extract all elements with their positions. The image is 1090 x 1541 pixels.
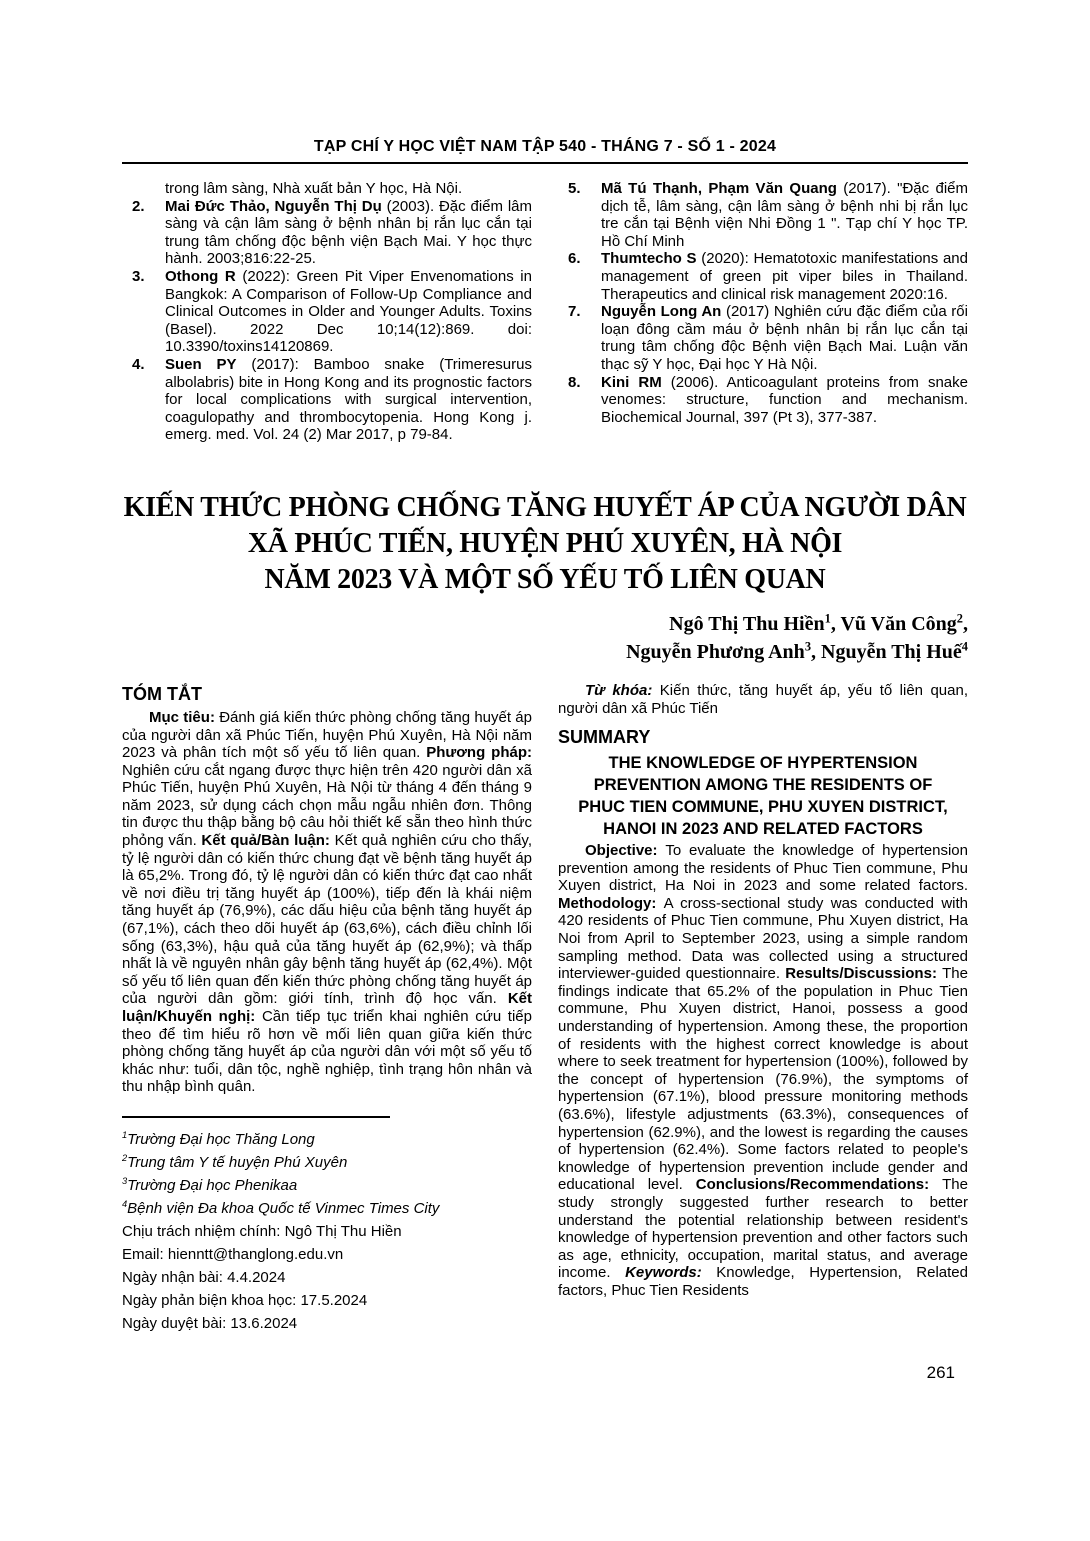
reference-text: Mã Tú Thạnh, Phạm Văn Quang (2017). "Đặc điểm dịch tễ, lâm sàng, cận lâm sàng ở bệnh nhi bị rắn lục tre cắn tại Bệnh viện Nhi Đồng 1 ". Tạp chí Y học TP. Hồ Chí Minh — [601, 180, 969, 250]
page-number: 261 — [926, 1363, 955, 1382]
abstract-section — [122, 682, 968, 1335]
reference-section — [122, 180, 968, 444]
abstract-column-en — [558, 682, 968, 1335]
footnote-line: Ngày phản biện khoa học: 17.5.2024 — [122, 1291, 368, 1309]
author-line: Ngô Thị Thu Hiền$^1$, Vũ Văn Công$^2$, — [669, 611, 968, 635]
reference-number: 4. — [132, 355, 145, 373]
article-title-en — [560, 752, 966, 840]
reference-text: Kini RM (2006). Anticoagulant proteins from snake venomes: structure, function and mechanism. Biochemical Journal, 397 (Pt 3), 377-387. — [601, 373, 968, 426]
reference-text: Suen PY (2017): Bamboo snake (Trimeresurus albolabris) bite in Hong Kong and its prognostic factors for local complications with surgical intervention, coagulopathy and thrombocytopenia. Hong Kong j. emerg. med. Vol. 24 (2) Mar 2017, p 79-84. — [165, 355, 532, 444]
reference-number: 3. — [132, 267, 145, 285]
reference-text: Mai Đức Thảo, Nguyễn Thị Dụ (2003). Đặc điểm lâm sàng và cận lâm sàng ở bệnh nhân bị rắn lục cắn tại trung tâm chống độc bệnh viện Bạch Mai. Y học thực hành. 2003;816:22-25. — [165, 197, 532, 268]
footnote-line: Ngày nhận bài: 4.4.2024 — [122, 1268, 286, 1286]
reference-item — [558, 250, 968, 303]
article-title-line: KIẾN THỨC PHÒNG CHỐNG TĂNG HUYẾT ÁP CỦA NGƯỜI DÂN — [123, 491, 967, 523]
footnote-line: $^1$Trường Đại học Thăng Long — [122, 1129, 315, 1148]
reference-number: 7. — [568, 303, 581, 321]
reference-number: 8. — [568, 373, 581, 391]
reference-column-right — [558, 180, 968, 444]
author-list — [122, 610, 968, 666]
footnote-line: $^2$Trung tâm Y tế huyện Phú Xuyên — [122, 1152, 348, 1171]
author-line: Nguyễn Phương Anh$^3$, Nguyễn Thị Huế$^4$ — [626, 639, 968, 663]
reference-column-left — [122, 180, 532, 444]
reference-number: 6. — [568, 250, 581, 268]
abstract-heading-vi: TÓM TẮT — [122, 683, 202, 704]
abstract-column-vi — [122, 682, 532, 1335]
reference-item — [558, 180, 968, 250]
reference-item — [122, 180, 532, 198]
article-title-line: NĂM 2023 VÀ MỘT SỐ YẾU TỐ LIÊN QUAN — [264, 563, 826, 595]
footnote-line: $^4$Bệnh viện Đa khoa Quốc tế Vinmec Times City — [122, 1198, 440, 1217]
reference-item — [558, 374, 968, 427]
header-rule — [122, 162, 968, 164]
reference-number: 2. — [132, 197, 145, 215]
article-title-line: XÃ PHÚC TIẾN, HUYỆN PHÚ XUYÊN, HÀ NỘI — [247, 527, 843, 559]
reference-item — [122, 356, 532, 444]
reference-number: 5. — [568, 180, 581, 197]
summary-heading: SUMMARY — [558, 727, 651, 748]
article-title — [122, 490, 968, 598]
journal-header: TẠP CHÍ Y HỌC VIỆT NAM TẬP 540 - THÁNG 7 - SỐ 1 - 2024 — [313, 138, 777, 155]
footnote-line: Chịu trách nhiệm chính: Ngô Thị Thu Hiền — [122, 1222, 402, 1240]
footnote-divider — [122, 1116, 390, 1118]
article-title-en-line: THE KNOWLEDGE OF HYPERTENSION — [608, 754, 918, 773]
reference-item — [122, 198, 532, 268]
article-title-en-line: PREVENTION AMONG THE RESIDENTS OF — [593, 776, 933, 795]
footnote-line: $^3$Trường Đại học Phenikaa — [122, 1175, 298, 1194]
reference-text: Nguyễn Long An (2017) Nghiên cứu đặc điểm của rối loạn đông cầm máu ở bệnh nhân bị rắn lục cắn tại trung tâm chống độc Bệnh viện Bạch Mai. Luận văn thạc sỹ Y học, Đại học Y Hà Nội. — [601, 303, 968, 373]
footnotes — [122, 1128, 532, 1335]
reference-text: Thumtecho S (2020): Hematotoxic manifestations and management of green pit viper biles in Thailand. Therapeutics and clinical risk management 2020:16. — [601, 250, 968, 303]
reference-text: trong lâm sàng, Nhà xuất bản Y học, Hà Nội. — [165, 180, 463, 197]
reference-text: Othong R (2022): Green Pit Viper Envenomations in Bangkok: A Comparison of Follow-Up Compliance and Clinical Outcomes in Older and Younger Adults. Toxins (Basel). 2022 Dec 10;14(12):869. doi: 10.3390/toxins14120869. — [165, 267, 532, 356]
footnote-line: Email: hienntt@thanglong.edu.vn — [122, 1245, 344, 1263]
abstract-text-en: Objective: To evaluate the knowledge of hypertension prevention among the residents of Phuc Tien commune, Phu Xuyen district, Ha Noi in 2023 and some related factors. Methodology: A cross-sectional study was conducted with 420 residents of Phuc Tien commune, Phu Xuyen district, Ha Noi from April to September 2023, using a simple random sampling method. Data was collected using a structured interviewer-guided questionnaire. Results/Discussions: The findings indicate that 65.2% of the population in Phuc Tien commune, Phu Xuyen district, Hanoi, possess a good understanding of hypertension. Among these, the proportion of residents with the highest correct knowledge is about where to seek treatment for hypertension (100%), followed by the concept of hypertension (76.9%), the symptoms of hypertension (67.1%), blood pressure monitoring methods (63.6%), lifestyle adjustments (63.3%), consequences of hypertension (62.9%), and the lowest is regarding the causes of hypertension (62.4%). Some factors related to people's knowledge of hypertension prevention include gender and educational level. Conclusions/Recommendations: The study strongly suggested further research to better understand the potential relationship between resident's knowledge of hypertension prevention and other factors such as age, ethnicity, occupation, marital status, and average income. Keywords: Knowledge, Hypertension, Related factors, Phuc Tien Residents — [558, 842, 968, 1299]
article-title-en-line: PHUC TIEN COMMUNE, PHU XUYEN DISTRICT, — [578, 798, 948, 817]
reference-item — [558, 303, 968, 373]
summary-block — [558, 727, 968, 1299]
footnote-line: Ngày duyệt bài: 13.6.2024 — [122, 1314, 298, 1332]
abstract-text-vi: Mục tiêu: Đánh giá kiến thức phòng chống tăng huyết áp của người dân xã Phúc Tiến, huyện Phú Xuyên, Hà Nội năm 2023 và phân tích một số yếu tố liên quan. Phương pháp: Nghiên cứu cắt ngang được thực hiện trên 420 người dân xã Phúc Tiến, huyện Phú Xuyên, Hà Nội từ tháng 4 đến tháng 9 năm 2023, sử dụng cách chọn mẫu ngẫu nhiên đơn. Thông tin được thu thập bằng bộ câu hỏi thiết kế sẵn theo hình thức phỏng vấn. Kết quả/Bàn luận: Kết quả nghiên cứu cho thấy, tỷ lệ người dân có kiến thức chung đạt về bệnh tăng huyết áp là 65,2%. Trong đó, tỷ lệ người dân có kiến thức đạt cao nhất về nơi điều trị tăng huyết áp (100%), tiếp đến là khái niệm tăng huyết áp (76,9%), các dấu hiệu của bệnh tăng huyết áp (67,1%), cách theo dõi huyết áp (63,6%), cách điều chỉnh lối sống (63,3%), hậu quả của tăng huyết áp (62,9%); và thấp nhất là về nguyên nhân gây bệnh tăng huyết áp (62,4%). Một số yếu tố liên quan đến kiến thức phòng chống tăng huyết áp của người dân gồm: giới tính, trình độ học vấn. Kết luận/Khuyến nghị: Cần tiếp tục triển khai nghiên cứu tiếp theo để tìm hiểu rõ hơn về mối liên quan giữa kiến thức phòng chống tăng huyết áp của người dân với một số yếu tố khác như: tuổi, dân tộc, nghề nghiệp, tình trạng hôn nhân và thu nhập bình quân. — [122, 708, 532, 1096]
reference-item — [122, 268, 532, 356]
article-title-en-line: HANOI IN 2023 AND RELATED FACTORS — [603, 820, 923, 839]
keywords-vi: Từ khóa: Kiến thức, tăng huyết áp, yếu tố liên quan, người dân xã Phúc Tiến — [558, 681, 968, 717]
